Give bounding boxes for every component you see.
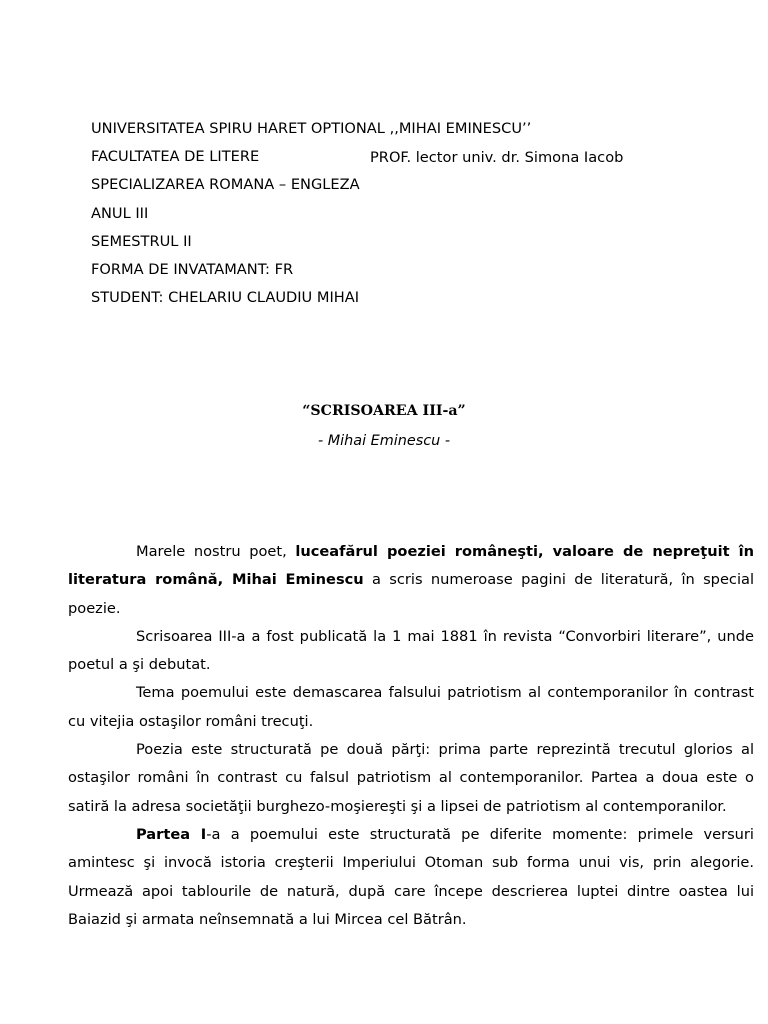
document-body xyxy=(68,538,754,934)
paragraph-1-rest: a scris numeroase pagini de literatură, în special poezie. xyxy=(68,571,755,617)
semester-line: SEMESTRUL II xyxy=(91,232,192,250)
year-line: ANUL III xyxy=(91,204,149,222)
paragraph-2: Scrisoarea III-a a fost publicată la 1 mai 1881 în revista “Convorbiri literare”, unde poetul a şi debutat. xyxy=(68,627,754,674)
specialization-line: SPECIALIZAREA ROMANA – ENGLEZA xyxy=(91,176,360,194)
paragraph-1 xyxy=(68,538,754,623)
paragraph-1-intro: Marele nostru poet, xyxy=(136,543,296,560)
document-subtitle: - Mihai Eminescu - xyxy=(317,433,451,449)
document-title: “SCRISOAREA III-a” xyxy=(302,403,466,419)
university-line: UNIVERSITATEA SPIRU HARET OPTIONAL ,,MIHAI EMINESCU’’ xyxy=(91,120,532,137)
paragraph-5 xyxy=(68,821,754,934)
student-line: STUDENT: CHELARIU CLAUDIU MIHAI xyxy=(91,289,360,307)
paragraph-3: Tema poemului este demascarea falsului patriotism al contemporanilor în contrast cu vitejia ostaşilor români trecuţi. xyxy=(68,684,754,730)
study-form-line: FORMA DE INVATAMANT: FR xyxy=(91,261,294,279)
paragraph-1-bold: luceafărul poeziei româneşti, valoare de nepreţuit în literatura română, Mihai Eminescu xyxy=(68,543,754,589)
paragraph-4: Poezia este structurată pe două părţi: prima parte reprezintă trecutul glorios al ostaşilor români în contrast cu falsul patriotism al contemporanilor. Partea a doua este o satiră la adresa societăţii burghezo-moşiereşti şi a lipsei de patriotism al contemporanilor. xyxy=(68,741,754,815)
professor-line: PROF. lector univ. dr. Simona Iacob xyxy=(370,149,624,166)
paragraph-5-bold: Partea I xyxy=(136,825,207,843)
faculty-line: FACULTATEA DE LITERE xyxy=(91,148,260,166)
paragraph-5-rest: -a a poemului este structurată pe diferite momente: primele versuri amintesc şi invocă istoria creşterii Imperiului Otoman sub forma unui vis, prin alegorie. Urmează apoi tablourile de natură, după care începe descrierea luptei dintre oastea lui Baiazid şi armata neînsemnată a lui Mircea cel Bătrân. xyxy=(68,825,754,928)
